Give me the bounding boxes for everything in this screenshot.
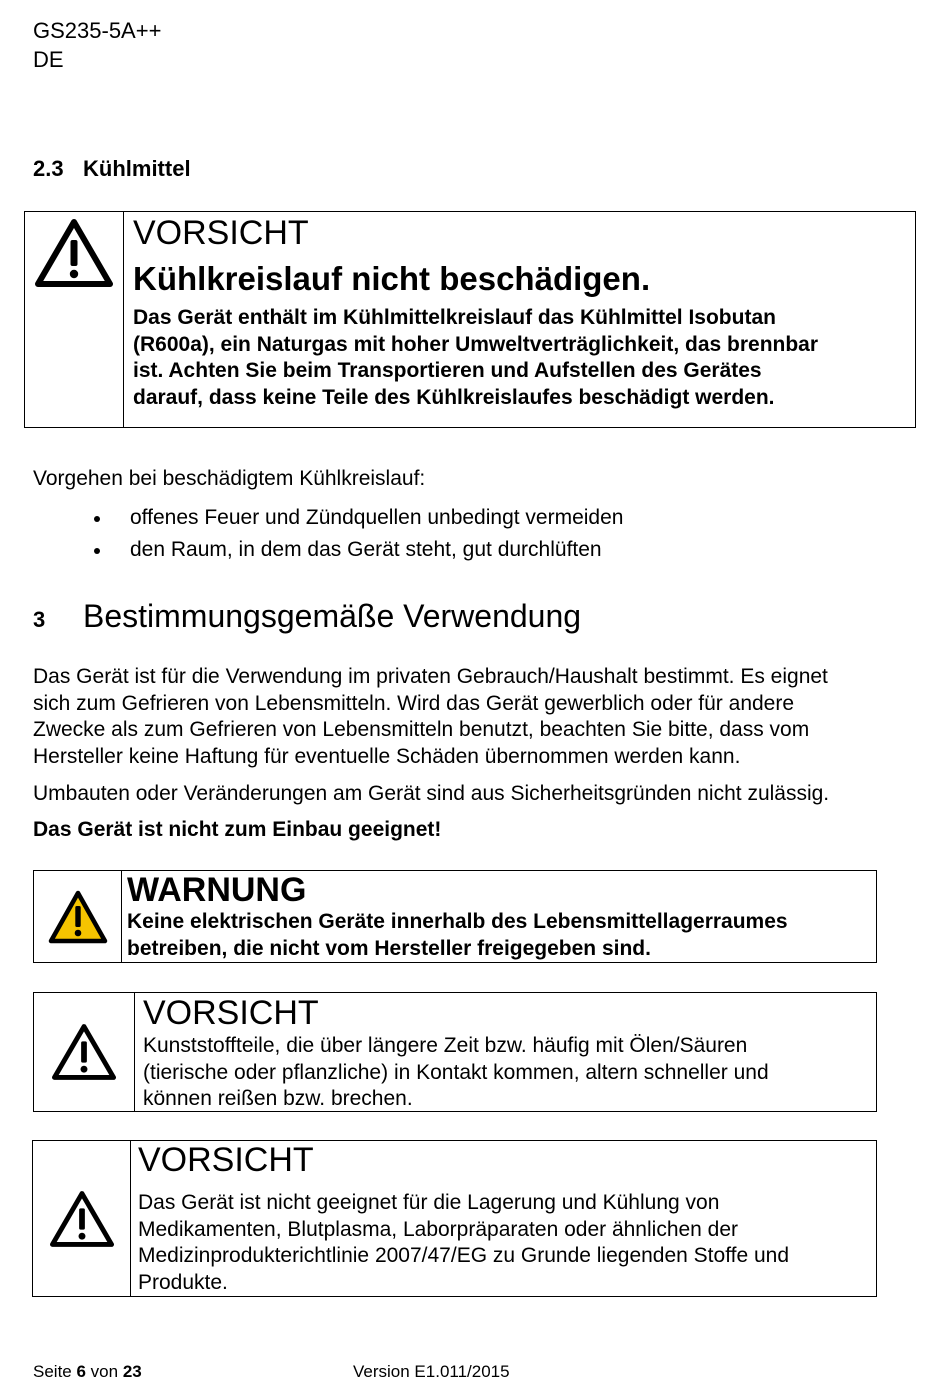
page-prefix: Seite (33, 1362, 77, 1381)
caution-icon-cell (34, 993, 135, 1111)
paragraph-line: Zwecke als zum Gefrieren von Lebensmitteln benutzt, beachten Sie bitte, dass vom (33, 718, 810, 741)
paragraph-line: sich zum Gefrieren von Lebensmitteln. Wird das Gerät gewerblich oder für andere (33, 691, 795, 715)
warning-icon-cell (34, 871, 122, 962)
usage-paragraph (33, 664, 923, 770)
warning-triangle-icon (50, 1190, 114, 1248)
installation-notice: Das Gerät ist nicht zum Einbau geeignet! (33, 818, 442, 841)
caution-box-plastics (33, 992, 877, 1112)
caution-line: Produkte. (138, 1270, 228, 1294)
warning-triangle-icon (35, 218, 113, 288)
warning-line: Keine elektrischen Geräte innerhalb des Lebensmittellagerraumes (127, 910, 788, 933)
warning-content (127, 871, 876, 962)
signal-word: VORSICHT (143, 994, 319, 1032)
caution-content (143, 994, 876, 1111)
bullet-icon (94, 516, 100, 522)
caution-box-medical (32, 1140, 877, 1297)
paragraph-line: Hersteller keine Haftung für eventuelle Schäden übernommen werden kann. (33, 744, 741, 768)
signal-word: WARNUNG (127, 871, 307, 909)
caution-line: darauf, dass keine Teile des Kühlkreislaufes beschädigt werden. (133, 385, 775, 409)
signal-word: VORSICHT (138, 1141, 314, 1179)
list-item-text: den Raum, in dem das Gerät steht, gut durchlüften (130, 538, 602, 561)
caution-line: können reißen bzw. brechen. (143, 1087, 413, 1110)
caution-line: Medizinprodukterichtlinie 2007/47/EG zu Grunde liegenden Stoffe und (138, 1244, 790, 1267)
page-current: 6 (76, 1362, 86, 1381)
caution-line: Kunststoffteile, die über längere Zeit bzw. häufig mit Ölen/Säuren (143, 1034, 748, 1057)
page-middle: von (85, 1362, 123, 1381)
section-heading-3 (33, 597, 581, 639)
page-number (33, 1362, 142, 1382)
caution-line: (tierische oder pflanzliche) in Kontakt kommen, altern schneller und (143, 1060, 769, 1084)
caution-line: Das Gerät enthält im Kühlmittelkreislauf das Kühlmittel Isobutan (133, 306, 776, 329)
caution-content (133, 214, 915, 427)
caution-line: Das Gerät ist nicht geeignet für die Lagerung und Kühlung von (138, 1191, 720, 1214)
page-total: 23 (122, 1362, 142, 1381)
caution-box-refrigerant (24, 211, 916, 428)
section-number: 2.3 (33, 156, 64, 181)
section-title: Bestimmungsgemäße Verwendung (83, 598, 582, 634)
caution-icon-cell (33, 1141, 131, 1296)
caution-line: (R600a), ein Naturgas mit hoher Umweltverträglichkeit, das brennbar (133, 332, 819, 356)
procedure-intro: Vorgehen bei beschädigtem Kühlkreislauf: (33, 467, 426, 490)
document-language: DE (33, 47, 64, 72)
bullet-icon (94, 548, 100, 554)
caution-icon-cell (25, 212, 124, 427)
signal-word: VORSICHT (133, 214, 309, 252)
section-title: Kühlmittel (83, 156, 191, 181)
section-number: 3 (33, 607, 46, 632)
caution-line: ist. Achten Sie beim Transportieren und Aufstellen des Gerätes (133, 359, 762, 382)
paragraph-line: Das Gerät ist für die Verwendung im privaten Gebrauch/Haushalt bestimmt. Es eignet (33, 665, 828, 688)
document-version: Version E1.011/2015 (353, 1362, 510, 1381)
section-heading-2-3 (33, 156, 191, 182)
modification-notice: Umbauten oder Veränderungen am Gerät sind aus Sicherheitsgründen nicht zulässig. (33, 782, 830, 805)
caution-line: Medikamenten, Blutplasma, Laborpräparaten oder ähnlichen der (138, 1217, 739, 1241)
warning-box (33, 870, 877, 963)
warning-line: betreiben, die nicht vom Hersteller freigegeben sind. (127, 936, 651, 960)
list-item-text: offenes Feuer und Zündquellen unbedingt vermeiden (130, 506, 624, 529)
document-model: GS235-5A++ (33, 18, 162, 43)
warning-triangle-icon (52, 1023, 116, 1081)
warning-triangle-yellow-icon (47, 889, 109, 945)
caution-content (138, 1141, 876, 1296)
caution-subtitle: Kühlkreislauf nicht beschädigen. (133, 260, 651, 297)
